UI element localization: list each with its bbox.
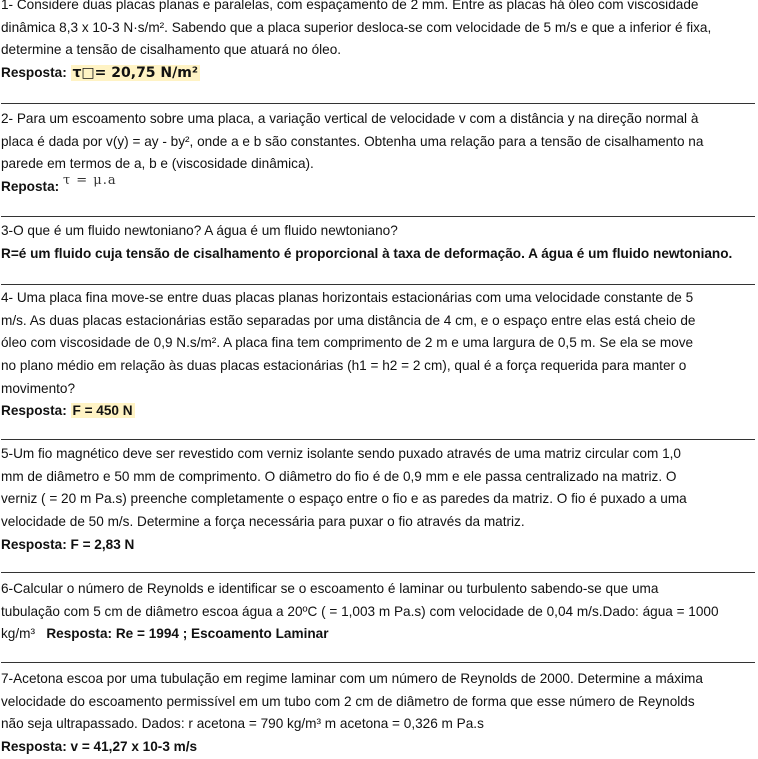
answer-2 [1, 176, 757, 199]
question-3 [1, 220, 757, 265]
question-2 [1, 108, 757, 199]
question-2-line-1: 2- Para um escoamento sobre uma placa, a variação vertical de velocidade v com a distância y na direção normal à [1, 111, 699, 126]
question-6-line-1: 6-Calcular o número de Reynolds e identificar se o escoamento é laminar ou turbulento sabendo-se que uma [1, 581, 659, 596]
answer-3: R=é um fluido cuja tensão de cisalhamento é proporcional à taxa de deformação. A água é um fluido newtoniano. [1, 245, 733, 261]
answer-4-value: F = 450 N [72, 403, 133, 419]
question-1-line-3: determine a tensão de cisalhamento que atuará no óleo. [1, 42, 342, 58]
question-4-line-2: m/s. As duas placas estacionárias estão separadas por uma distância de 4 cm, e o espaço entre elas está cheio de [1, 312, 696, 328]
question-4-line-5: movimento? [1, 380, 76, 396]
question-1-line-2: dinâmica 8,3 x 10-3 N·s/m². Sabendo que a placa superior desloca-se com velocidade de 5 m/s e que a inferior é fixa, [1, 19, 712, 35]
answer-6: Resposta: Re = 1994 ; Escoamento Laminar [46, 626, 329, 642]
answer-2-formula: τ = μ.a [62, 176, 117, 189]
question-6-line-3-text: kg/m³ [1, 626, 35, 642]
question-6-line-3 [1, 623, 757, 646]
question-4 [1, 287, 757, 423]
question-6-line-2: tubulação com 5 cm de diâmetro escoa água a 20ºC ( = 1,003 m Pa.s) com velocidade de 0,04 m/s.Dado: água = 1000 [1, 603, 719, 619]
question-5-line-2: mm de diâmetro e 50 mm de comprimento. O diâmetro do fio é de 0,9 mm e ele passa centralizado na matriz. O [1, 468, 677, 484]
answer-1-label: Resposta: [1, 65, 67, 81]
question-6 [1, 578, 757, 646]
question-1-line-1: 1- Considere duas placas planas e paralelas, com espaçamento de 2 mm. Entre as placas há óleo com viscosidade [1, 0, 699, 12]
answer-2-label: Reposta: [1, 179, 60, 195]
question-5-line-1: 5-Um fio magnético deve ser revestido com verniz isolante sendo puxado através de uma matriz circular com 1,0 [1, 446, 681, 461]
answer-1-value: τ□= 20,75 N/m² [72, 65, 198, 82]
separator-line [1, 662, 755, 663]
separator-line [1, 284, 755, 285]
answer-7: Resposta: v = 41,27 x 10-3 m/s [1, 739, 198, 755]
question-5 [1, 443, 757, 556]
answer-4 [1, 400, 757, 423]
question-1 [1, 0, 757, 85]
question-5-line-3: verniz ( = 20 m Pa.s) preenche completamente o espaço entre o fio e as paredes da matriz. O fio é puxado a uma [1, 491, 687, 507]
question-2-line-2: placa é dada por v(y) = ay - by², onde a e b são constantes. Obtenha uma relação para a tensão de cisalhamento na [1, 133, 704, 149]
answer-1 [1, 62, 757, 85]
separator-line [1, 216, 755, 217]
question-2-line-3: parede em termos de a, b e (viscosidade dinâmica). [1, 156, 314, 172]
separator-line [1, 439, 755, 440]
question-5-line-4: velocidade de 50 m/s. Determine a força necessária para puxar o fio através da matriz. [1, 514, 525, 530]
separator-line [1, 572, 755, 573]
question-4-line-1: 4- Uma placa fina move-se entre duas placas planas horizontais estacionárias com uma velocidade constante de 5 [1, 290, 694, 305]
answer-4-label: Resposta: [1, 403, 67, 419]
question-4-line-4: no plano médio em relação às duas placas estacionárias (h1 = h2 = 2 cm), qual é a força requerida para manter o [1, 358, 687, 374]
separator-line [1, 103, 755, 104]
question-7 [1, 668, 757, 759]
answer-5: Resposta: F = 2,83 N [1, 536, 135, 552]
question-7-line-1: 7-Acetona escoa por uma tubulação em regime laminar com um número de Reynolds de 2000. Determine a máxima [1, 671, 703, 686]
question-7-line-3: não seja ultrapassado. Dados: r acetona = 790 kg/m³ m acetona = 0,326 m Pa.s [1, 716, 484, 732]
question-4-line-3: óleo com viscosidade de 0,9 N.s/m². A placa fina tem comprimento de 2 m e uma largura de 0,5 m. Se ela se move [1, 335, 694, 351]
question-3-line-1: 3-O que é um fluido newtoniano? A água é um fluido newtoniano? [1, 223, 398, 238]
question-7-line-2: velocidade do escoamento permissível em um tubo com 2 cm de diâmetro de forma que esse número de Reynolds [1, 693, 695, 709]
